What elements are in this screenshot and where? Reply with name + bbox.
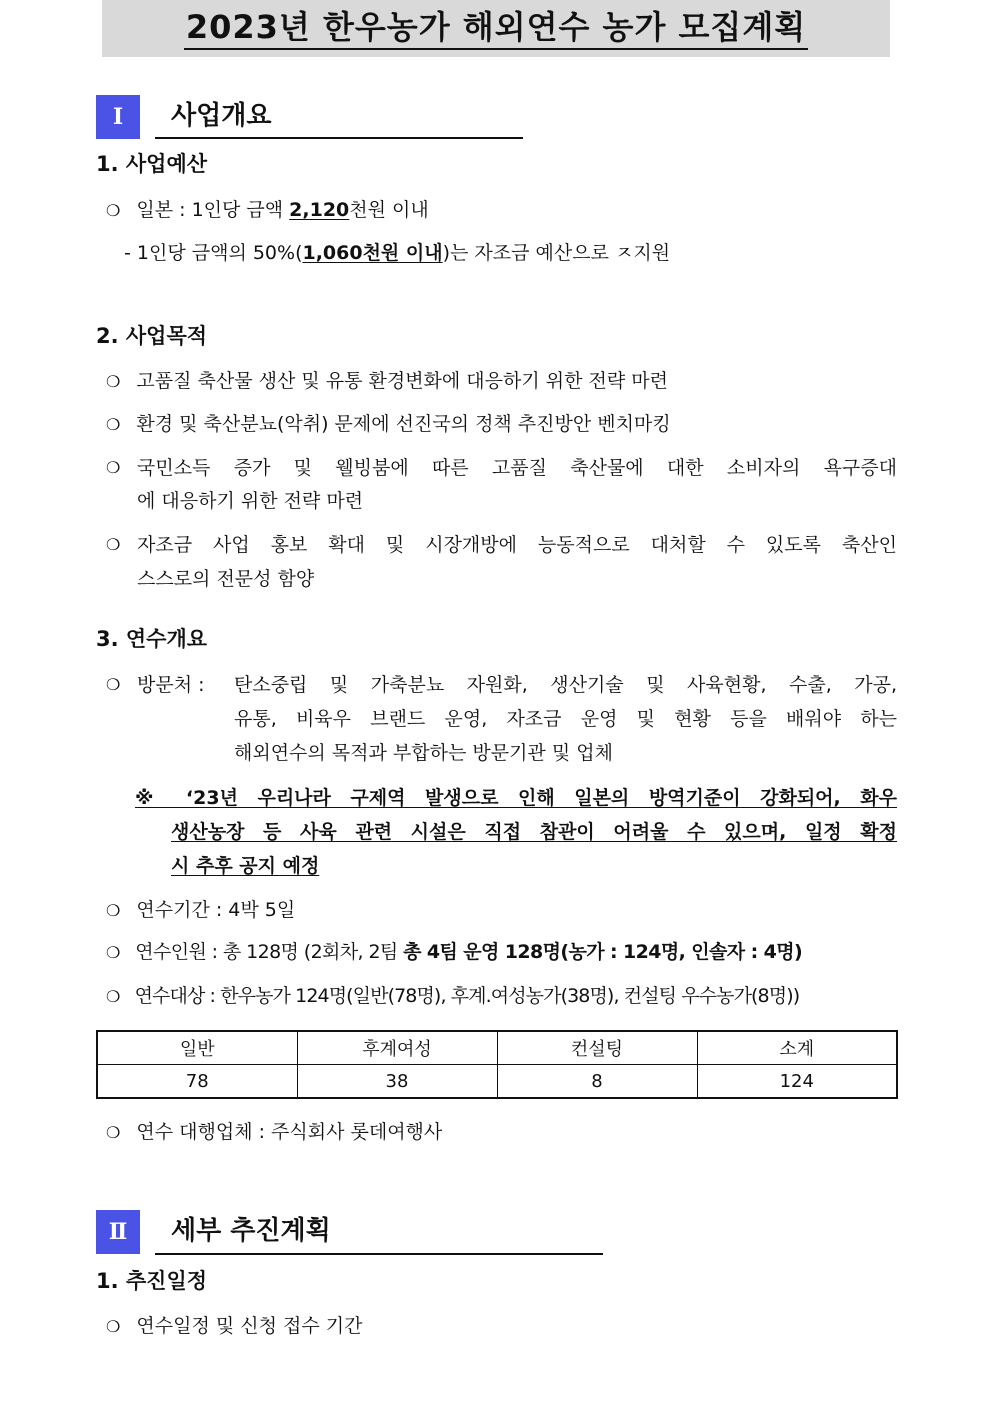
purpose-item-4-line1: 자조금 사업 홍보 확대 및 시장개방에 능동적으로 대처할 수 있도록 축산인 xyxy=(137,534,897,556)
bullet-icon: ❍ xyxy=(106,1317,121,1336)
title-band xyxy=(102,0,890,57)
participants-table xyxy=(96,1030,898,1099)
purpose-item-1: ❍ 고품질 축산물 생산 및 유통 환경변화에 대응하기 위한 전략 마련 xyxy=(106,370,668,392)
table-header-row xyxy=(97,1031,897,1065)
notice-line-2: 생산농장 등 사육 관련 시설은 직접 참관이 어려울 수 있으며, 일정 확정 xyxy=(171,821,897,843)
purpose-item-2: ❍ 환경 및 축산분뇨(악취) 문제에 선진국의 정책 추진방안 벤치마킹 xyxy=(106,413,671,435)
table-row xyxy=(97,1065,897,1099)
section-1-numeral: Ⅰ xyxy=(96,95,140,139)
page-title: 2023년 한우농가 해외연수 농가 모집계획 xyxy=(184,7,808,50)
purpose-item-3-line1: 국민소득 증가 및 웰빙붐에 따른 고품질 축산물에 대한 소비자의 욕구증대 xyxy=(137,457,897,479)
table-cell: 8 xyxy=(497,1065,697,1099)
budget-amount: 2,120 xyxy=(289,199,350,221)
period-item: ❍ 연수기간 : 4박 5일 xyxy=(106,899,296,921)
plan-item: ❍ 연수일정 및 신청 접수 기간 xyxy=(106,1315,363,1337)
visit-label: 방문처 : xyxy=(137,674,205,696)
purpose-heading: 2. 사업목적 xyxy=(96,324,208,348)
table-header-cell: 후계여성 xyxy=(297,1031,497,1065)
plan-heading: 1. 추진일정 xyxy=(96,1269,208,1293)
purpose-item-4-line2: 스스로의 전문성 함양 xyxy=(137,568,315,590)
section-1-underline xyxy=(155,137,523,139)
bullet-icon: ❍ xyxy=(106,535,121,554)
budget-support-amount: 1,060천원 이내 xyxy=(302,242,443,264)
visit-line-1: 탄소중립 및 가축분뇨 자원화, 생산기술 및 사육현황, 수출, 가공, xyxy=(234,674,897,696)
visit-line-3: 해외연수의 목적과 부합하는 방문기관 및 업체 xyxy=(234,742,613,764)
table-header-cell: 소계 xyxy=(697,1031,897,1065)
table-cell: 78 xyxy=(97,1065,297,1099)
notice-line-1: ※ ‘23년 우리나라 구제역 발생으로 인해 일본의 방역기준이 강화되어, 화우 xyxy=(135,787,897,809)
bullet-icon: ❍ xyxy=(106,415,121,434)
budget-subitem: - 1인당 금액의 50%(1,060천원 이내)는 자조금 예산으로 ㅈ지원 xyxy=(124,242,671,264)
bullet-icon: ❍ xyxy=(106,201,121,220)
people-item: ❍ 연수인원 : 총 128명 (2회차, 2팀 총 4팀 운영 128명(농가 : 124명, 인솔자 : 4명) xyxy=(106,941,803,963)
table-header-cell: 일반 xyxy=(97,1031,297,1065)
budget-heading: 1. 사업예산 xyxy=(96,152,208,176)
section-1-title: 사업개요 xyxy=(171,101,272,131)
table-cell: 124 xyxy=(697,1065,897,1099)
visit-line-2: 유통, 비육우 브랜드 운영, 자조금 운영 및 현황 등을 배워야 하는 xyxy=(234,708,897,730)
bullet-icon: ❍ xyxy=(106,458,121,477)
target-item: ❍ 연수대상 : 한우농가 124명(일반(78명), 후계.여성농가(38명), 컨설팅 우수농가(8명)) xyxy=(106,985,800,1007)
overview-heading: 3. 연수개요 xyxy=(96,627,208,651)
budget-item: ❍ 일본 : 1인당 금액 2,120천원 이내 xyxy=(106,199,429,221)
agency-item: ❍ 연수 대행업체 : 주식회사 롯데여행사 xyxy=(106,1121,443,1143)
people-total: 총 4팀 운영 128명(농가 : 124명, 인솔자 : 4명) xyxy=(403,941,803,963)
bullet-icon: ❍ xyxy=(106,675,121,694)
notice-line-3: 시 추후 공지 예정 xyxy=(171,855,320,877)
bullet-icon: ❍ xyxy=(106,943,120,962)
section-2-underline xyxy=(155,1253,603,1255)
table-cell: 38 xyxy=(297,1065,497,1099)
section-2-numeral: Ⅱ xyxy=(96,1210,140,1254)
bullet-icon: ❍ xyxy=(106,987,120,1006)
section-2-title: 세부 추진계획 xyxy=(171,1216,331,1246)
bullet-icon: ❍ xyxy=(106,901,121,920)
bullet-icon: ❍ xyxy=(106,1123,121,1142)
purpose-item-3-line2: 에 대응하기 위한 전략 마련 xyxy=(137,490,364,512)
table-header-cell: 컨설팅 xyxy=(497,1031,697,1065)
bullet-icon: ❍ xyxy=(106,372,121,391)
